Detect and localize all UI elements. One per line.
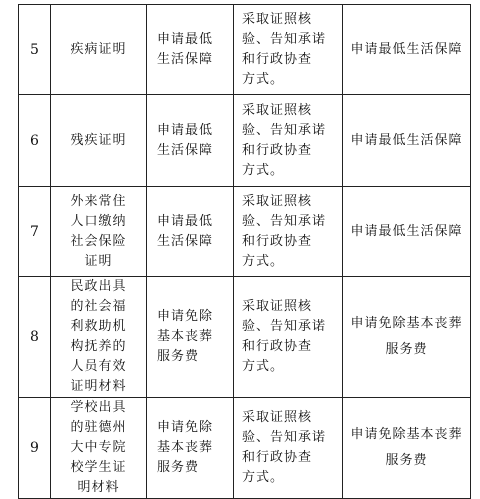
certificate-name-cell [51,187,147,277]
replacement-method-line: 方式。 [242,359,285,374]
replacement-method-cell [234,95,343,187]
replacement-method-line: 采取证照核 [242,11,313,27]
replacement-method-cell [234,187,343,277]
row-number: 8 [19,277,51,398]
replacement-method-line: 方式。 [242,162,285,178]
applicable-scope-cell [343,277,471,398]
handling-matter-line: 申请最低 [157,122,214,138]
certificate-name-line: 证明材料 [70,379,127,394]
certificate-name-line: 的驻德州 [70,420,127,435]
replacement-method-line: 和行政协查 [242,339,313,354]
replacement-method-line: 采取证照核 [242,102,313,118]
handling-matter-line: 申请最低 [157,213,214,229]
certificate-name-line: 证明 [84,253,113,269]
handling-matter-cell [147,5,234,95]
replacement-method-line: 采取证照核 [242,410,313,425]
certificate-name-line: 社会保险 [70,233,127,249]
handling-matter-line: 生活保障 [157,51,214,67]
applicable-scope-cell [343,95,471,187]
applicable-scope-cell [343,187,471,277]
handling-matter-line: 生活保障 [157,233,214,249]
certificate-name-line: 利救助机 [70,319,127,334]
handling-matter-line: 基本丧葬 [157,329,214,344]
applicable-scope-line: 服务费 [385,342,428,357]
certificate-name-line: 人口缴纳 [70,213,127,229]
handling-matter-line: 申请免除 [157,309,214,324]
handling-matter-line: 生活保障 [157,142,214,158]
table-row [19,5,471,95]
replacement-method-line: 和行政协查 [242,51,313,67]
certificate-name-line: 残疾证明 [70,132,127,148]
replacement-method-line: 和行政协查 [242,142,313,158]
handling-matter-line: 申请最低 [157,31,214,47]
replacement-method-line: 方式。 [242,470,285,485]
applicable-scope-line: 申请最低生活保障 [350,223,463,239]
certificate-name-cell [51,277,147,398]
certificate-name-cell [51,5,147,95]
handling-matter-cell [147,187,234,277]
replacement-method-line: 采取证照核 [242,299,313,314]
handling-matter-cell [147,277,234,398]
certificate-name-line: 民政出具 [70,279,127,294]
table-row [19,277,471,398]
replacement-method-line: 验、告知承诺 [242,213,327,229]
applicable-scope-line: 服务费 [385,453,428,468]
handling-matter-cell [147,95,234,187]
certificate-name-line: 的社会福 [70,299,127,314]
row-number: 9 [19,398,51,499]
certificate-name-cell [51,398,147,499]
replacement-method-line: 方式。 [242,71,285,87]
handling-matter-line: 申请免除 [157,420,214,435]
applicable-scope-cell [343,398,471,499]
table-body [19,5,471,499]
replacement-method-line: 方式。 [242,253,285,269]
certificate-name-line: 大中专院 [70,440,127,455]
certificate-name-cell [51,95,147,187]
table-row [19,95,471,187]
replacement-method-line: 和行政协查 [242,233,313,249]
applicable-scope-line: 申请免除基本丧葬 [350,316,463,331]
handling-matter-cell [147,398,234,499]
applicable-scope-cell [343,5,471,95]
handling-matter-line: 基本丧葬 [157,440,214,455]
certificate-table [18,4,471,499]
handling-matter-line: 服务费 [157,460,200,475]
applicable-scope-line: 申请免除基本丧葬 [350,427,463,442]
replacement-method-line: 验、告知承诺 [242,31,327,47]
row-number: 5 [19,5,51,95]
certificate-name-line: 校学生证 [70,460,127,475]
applicable-scope-line: 申请最低生活保障 [350,132,463,148]
certificate-name-line: 明材料 [77,480,120,495]
replacement-method-line: 采取证照核 [242,193,313,209]
handling-matter-line: 服务费 [157,349,200,364]
replacement-method-line: 验、告知承诺 [242,122,327,138]
certificate-name-line: 构抚养的 [70,339,127,354]
applicable-scope-line: 申请最低生活保障 [350,41,463,57]
table-row [19,398,471,499]
table-row [19,187,471,277]
replacement-method-cell [234,398,343,499]
row-number: 7 [19,187,51,277]
replacement-method-line: 验、告知承诺 [242,430,327,445]
replacement-method-cell [234,277,343,398]
row-number: 6 [19,95,51,187]
certificate-name-line: 学校出具 [70,400,127,415]
certificate-name-line: 疾病证明 [70,41,127,57]
certificate-name-line: 人员有效 [70,359,127,374]
certificate-name-line: 外来常住 [70,193,127,209]
replacement-method-line: 和行政协查 [242,450,313,465]
replacement-method-line: 验、告知承诺 [242,319,327,334]
replacement-method-cell [234,5,343,95]
